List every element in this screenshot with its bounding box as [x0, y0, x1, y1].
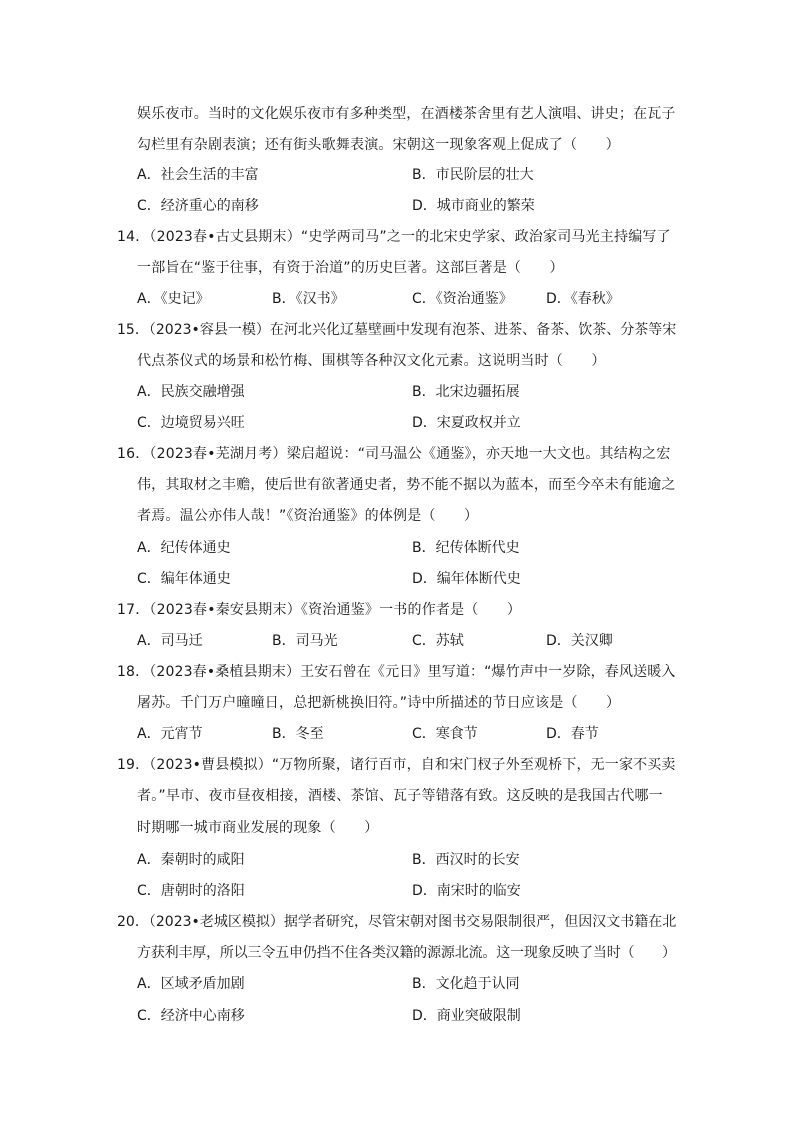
question-14-line: 14．（2023春•古丈县期末）“史学两司马”之一的北宋史学家、政治家司马光主持编写了	[117, 229, 671, 245]
option-a: A．秦朝时的咸阳	[137, 852, 245, 868]
option-d: D．宋夏政权并立	[412, 415, 521, 431]
option-b: B．《汉书》	[272, 291, 345, 307]
question-15-line: 代点茶仪式的场景和松竹梅、围棋等各种汉文化元素。这说明当时（ ）	[137, 353, 606, 369]
option-d: D．南宋时的临安	[412, 883, 521, 899]
option-a: A．司马迁	[137, 633, 203, 649]
option-a: A．区域矛盾加剧	[137, 976, 245, 992]
option-b: B．市民阶层的壮大	[412, 167, 534, 183]
question-16-line: 16．（2023春•芜湖月考）梁启超说：“司马温公《通鉴》，亦天地一大文也。其结构之宏	[117, 446, 671, 462]
question-13-line: 娱乐夜市。当时的文化娱乐夜市有多种类型，在酒楼茶舍里有艺人演唱、讲史；在瓦子	[137, 106, 676, 122]
question-15-line: 15．（2023•容县一模）在河北兴化辽墓壁画中发现有泡茶、进茶、备茶、饮茶、分茶等宋	[117, 322, 677, 338]
question-14-line: 一部旨在“鉴于往事，有资于治道”的历史巨著。这部巨著是（ ）	[137, 260, 564, 276]
option-c: C．边境贸易兴旺	[137, 415, 245, 431]
option-a: A．元宵节	[137, 726, 203, 742]
question-17-line: 17．（2023春•秦安县期末）《资治通鉴》一书的作者是（ ）	[117, 602, 522, 618]
question-19-line: 19．（2023•曹县模拟）“万物所聚，诸行百市，自和宋门杈子外至观桥下，无一家不买卖	[117, 757, 676, 773]
option-d: D．关汉卿	[546, 633, 613, 649]
option-b: B．司马光	[272, 633, 338, 649]
option-c: C．经济中心南移	[137, 1008, 245, 1024]
question-16-line: 伟，其取材之丰赡，使后世有欲著通史者，势不能不据以为蓝本，而至今卒未有能逾之	[137, 477, 676, 493]
option-b: B．西汉时的长安	[412, 852, 520, 868]
option-d: D．春节	[546, 726, 599, 742]
option-d: D．商业突破限制	[412, 1008, 521, 1024]
question-18-line: 18．（2023春•桑植县期末）王安石曾在《元日》里写道：“爆竹声中一岁除，春风送暖入	[117, 664, 676, 680]
option-c: C．编年体通史	[137, 571, 231, 587]
question-18-line: 屠苏。千门万户曈曈日，总把新桃换旧符。”诗中所描述的节日应该是（ ）	[137, 695, 621, 711]
question-20-line: 方获利丰厚，所以三令五申仍挡不住各类汉籍的源源北流。这一现象反映了当时（ ）	[137, 945, 676, 961]
option-a: A．民族交融增强	[137, 384, 245, 400]
question-19-line: 者。”早市、夜市昼夜相接，酒楼、茶馆、瓦子等错落有致。这反映的是我国古代哪一	[137, 788, 663, 804]
option-b: B．文化趋于认同	[412, 976, 520, 992]
option-d: D．城市商业的繁荣	[412, 198, 535, 214]
question-19-line: 时期哪一城市商业发展的现象（ ）	[137, 820, 379, 836]
option-c: C．唐朝时的洛阳	[137, 883, 245, 899]
option-c: C．寒食节	[412, 726, 478, 742]
option-c: C．苏轼	[412, 633, 464, 649]
question-20-line: 20．（2023•老城区模拟）据学者研究，尽管宋朝对图书交易限制很严，但因汉文书籍在北	[117, 914, 677, 930]
option-d: D．编年体断代史	[412, 571, 521, 587]
option-a: A．社会生活的丰富	[137, 167, 259, 183]
option-a: A．《史记》	[137, 291, 210, 307]
option-b: B．纪传体断代史	[412, 540, 520, 556]
option-a: A．纪传体通史	[137, 540, 231, 556]
option-b: B．冬至	[272, 726, 324, 742]
option-c: C．《资治通鉴》	[412, 291, 513, 307]
option-c: C．经济重心的南移	[137, 198, 259, 214]
question-16-line: 者焉。温公亦伟人哉！”《资治通鉴》的体例是（ ）	[137, 508, 479, 524]
question-13-line: 勾栏里有杂剧表演；还有街头歌舞表演。宋朝这一现象客观上促成了（ ）	[137, 137, 620, 153]
option-d: D．《春秋》	[546, 291, 620, 307]
option-b: B．北宋边疆拓展	[412, 384, 520, 400]
